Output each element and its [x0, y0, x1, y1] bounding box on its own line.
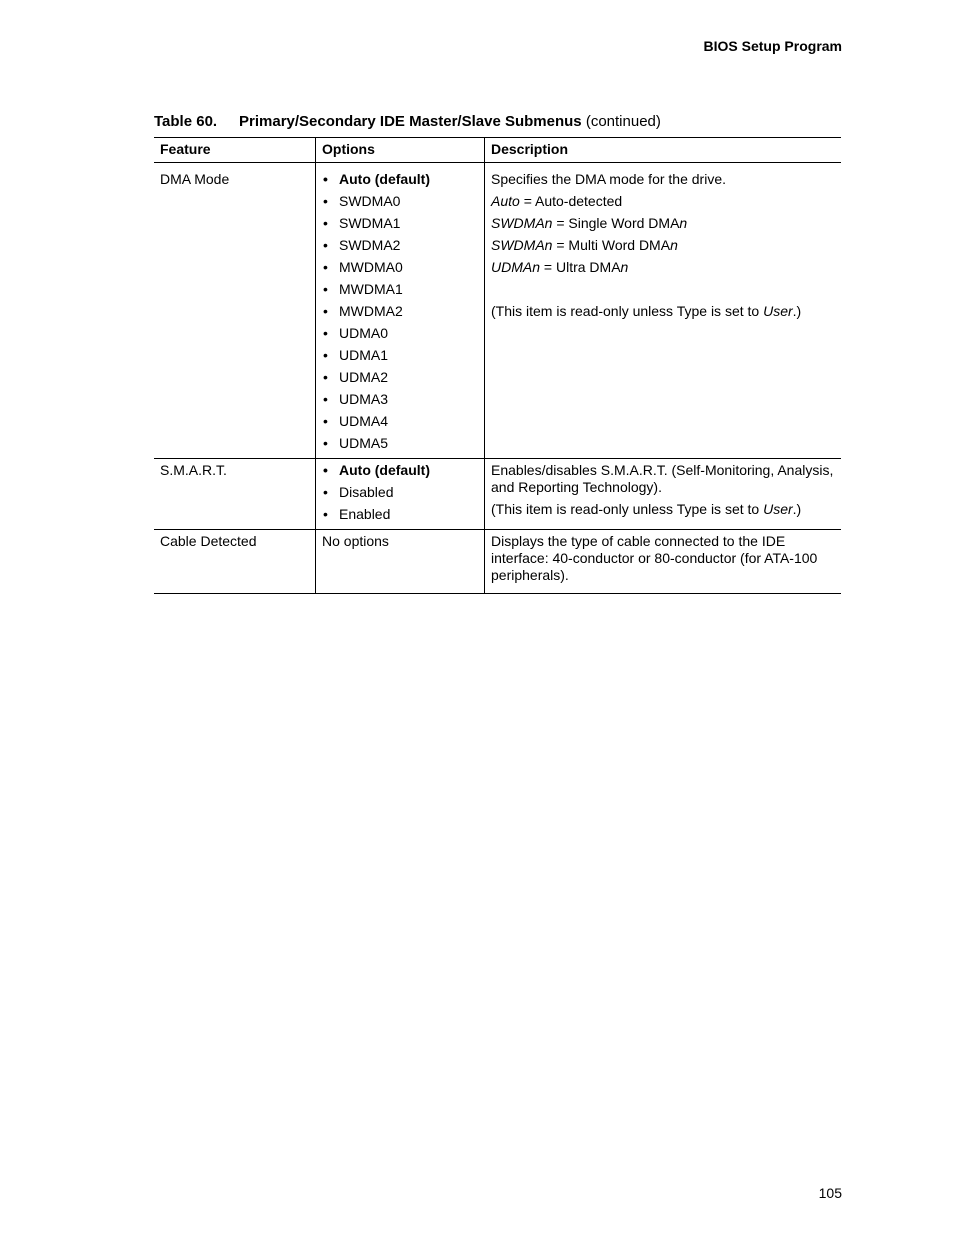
table-number: Table 60.: [154, 113, 218, 130]
option-item: • UDMA2: [322, 369, 479, 386]
definition-term: SWDMAn: [491, 237, 553, 253]
feature-cell: DMA Mode: [154, 163, 316, 459]
options-cell: No options: [316, 530, 485, 594]
options-list: [322, 171, 479, 452]
table-row-smart: [154, 459, 841, 530]
option-item: • UDMA5: [322, 435, 479, 452]
option-item: • SWDMA0: [322, 193, 479, 210]
option-item: • MWDMA1: [322, 281, 479, 298]
table-header-row: [154, 138, 841, 163]
description-cell: [485, 459, 842, 530]
options-list: [322, 462, 479, 523]
options-cell: [316, 163, 485, 459]
column-header-feature: Feature: [154, 138, 316, 163]
option-item: • Enabled: [322, 506, 479, 523]
read-only-note: (This item is read-only unless Type is set to User.): [491, 303, 802, 319]
definition-term: UDMAn: [491, 259, 541, 275]
description-text: Specifies the DMA mode for the drive.: [491, 171, 726, 187]
option-item: • Auto (default): [322, 462, 479, 479]
option-item: • UDMA3: [322, 391, 479, 408]
definition-line: Auto = Auto-detected: [491, 193, 623, 209]
feature-cell: Cable Detected: [154, 530, 316, 594]
definition-term: SWDMAn: [491, 215, 553, 231]
description-text: Enables/disables S.M.A.R.T. (Self-Monitoring, Analysis, and Reporting Technology).: [491, 462, 834, 495]
feature-cell: S.M.A.R.T.: [154, 459, 316, 530]
definition-line: SWDMAn = Single Word DMAn: [491, 215, 688, 231]
page-number: 105: [818, 1185, 842, 1201]
option-item: • MWDMA2: [322, 303, 479, 320]
description-cell: [485, 163, 842, 459]
table-row-dma-mode: [154, 163, 841, 459]
option-item: • SWDMA1: [322, 215, 479, 232]
description-text: Displays the type of cable connected to the IDE interface: 40-conductor or 80-conductor (for ATA-100 peripherals).: [491, 533, 818, 583]
submenu-table: [154, 137, 841, 594]
option-item: • UDMA0: [322, 325, 479, 342]
options-cell: [316, 459, 485, 530]
option-item: • SWDMA2: [322, 237, 479, 254]
option-item: • Auto (default): [322, 171, 479, 188]
description-cell: [485, 530, 842, 594]
table-row-cable-detected: [154, 530, 841, 594]
option-item: • MWDMA0: [322, 259, 479, 276]
option-item: • Disabled: [322, 484, 479, 501]
definition-line: UDMAn = Ultra DMAn: [491, 259, 629, 275]
running-header: BIOS Setup Program: [703, 38, 842, 54]
column-header-options: Options: [316, 138, 485, 163]
table-title-suffix: (continued): [581, 113, 661, 130]
option-item: • UDMA4: [322, 413, 479, 430]
option-item: • UDMA1: [322, 347, 479, 364]
definition-term: Auto: [491, 193, 520, 209]
table-caption: [154, 113, 661, 130]
column-header-description: Description: [485, 138, 842, 163]
read-only-note: (This item is read-only unless Type is set to User.): [491, 501, 802, 517]
spacer: [491, 281, 836, 303]
table-title: Primary/Secondary IDE Master/Slave Submenus: [239, 113, 582, 130]
definition-line: SWDMAn = Multi Word DMAn: [491, 237, 678, 253]
